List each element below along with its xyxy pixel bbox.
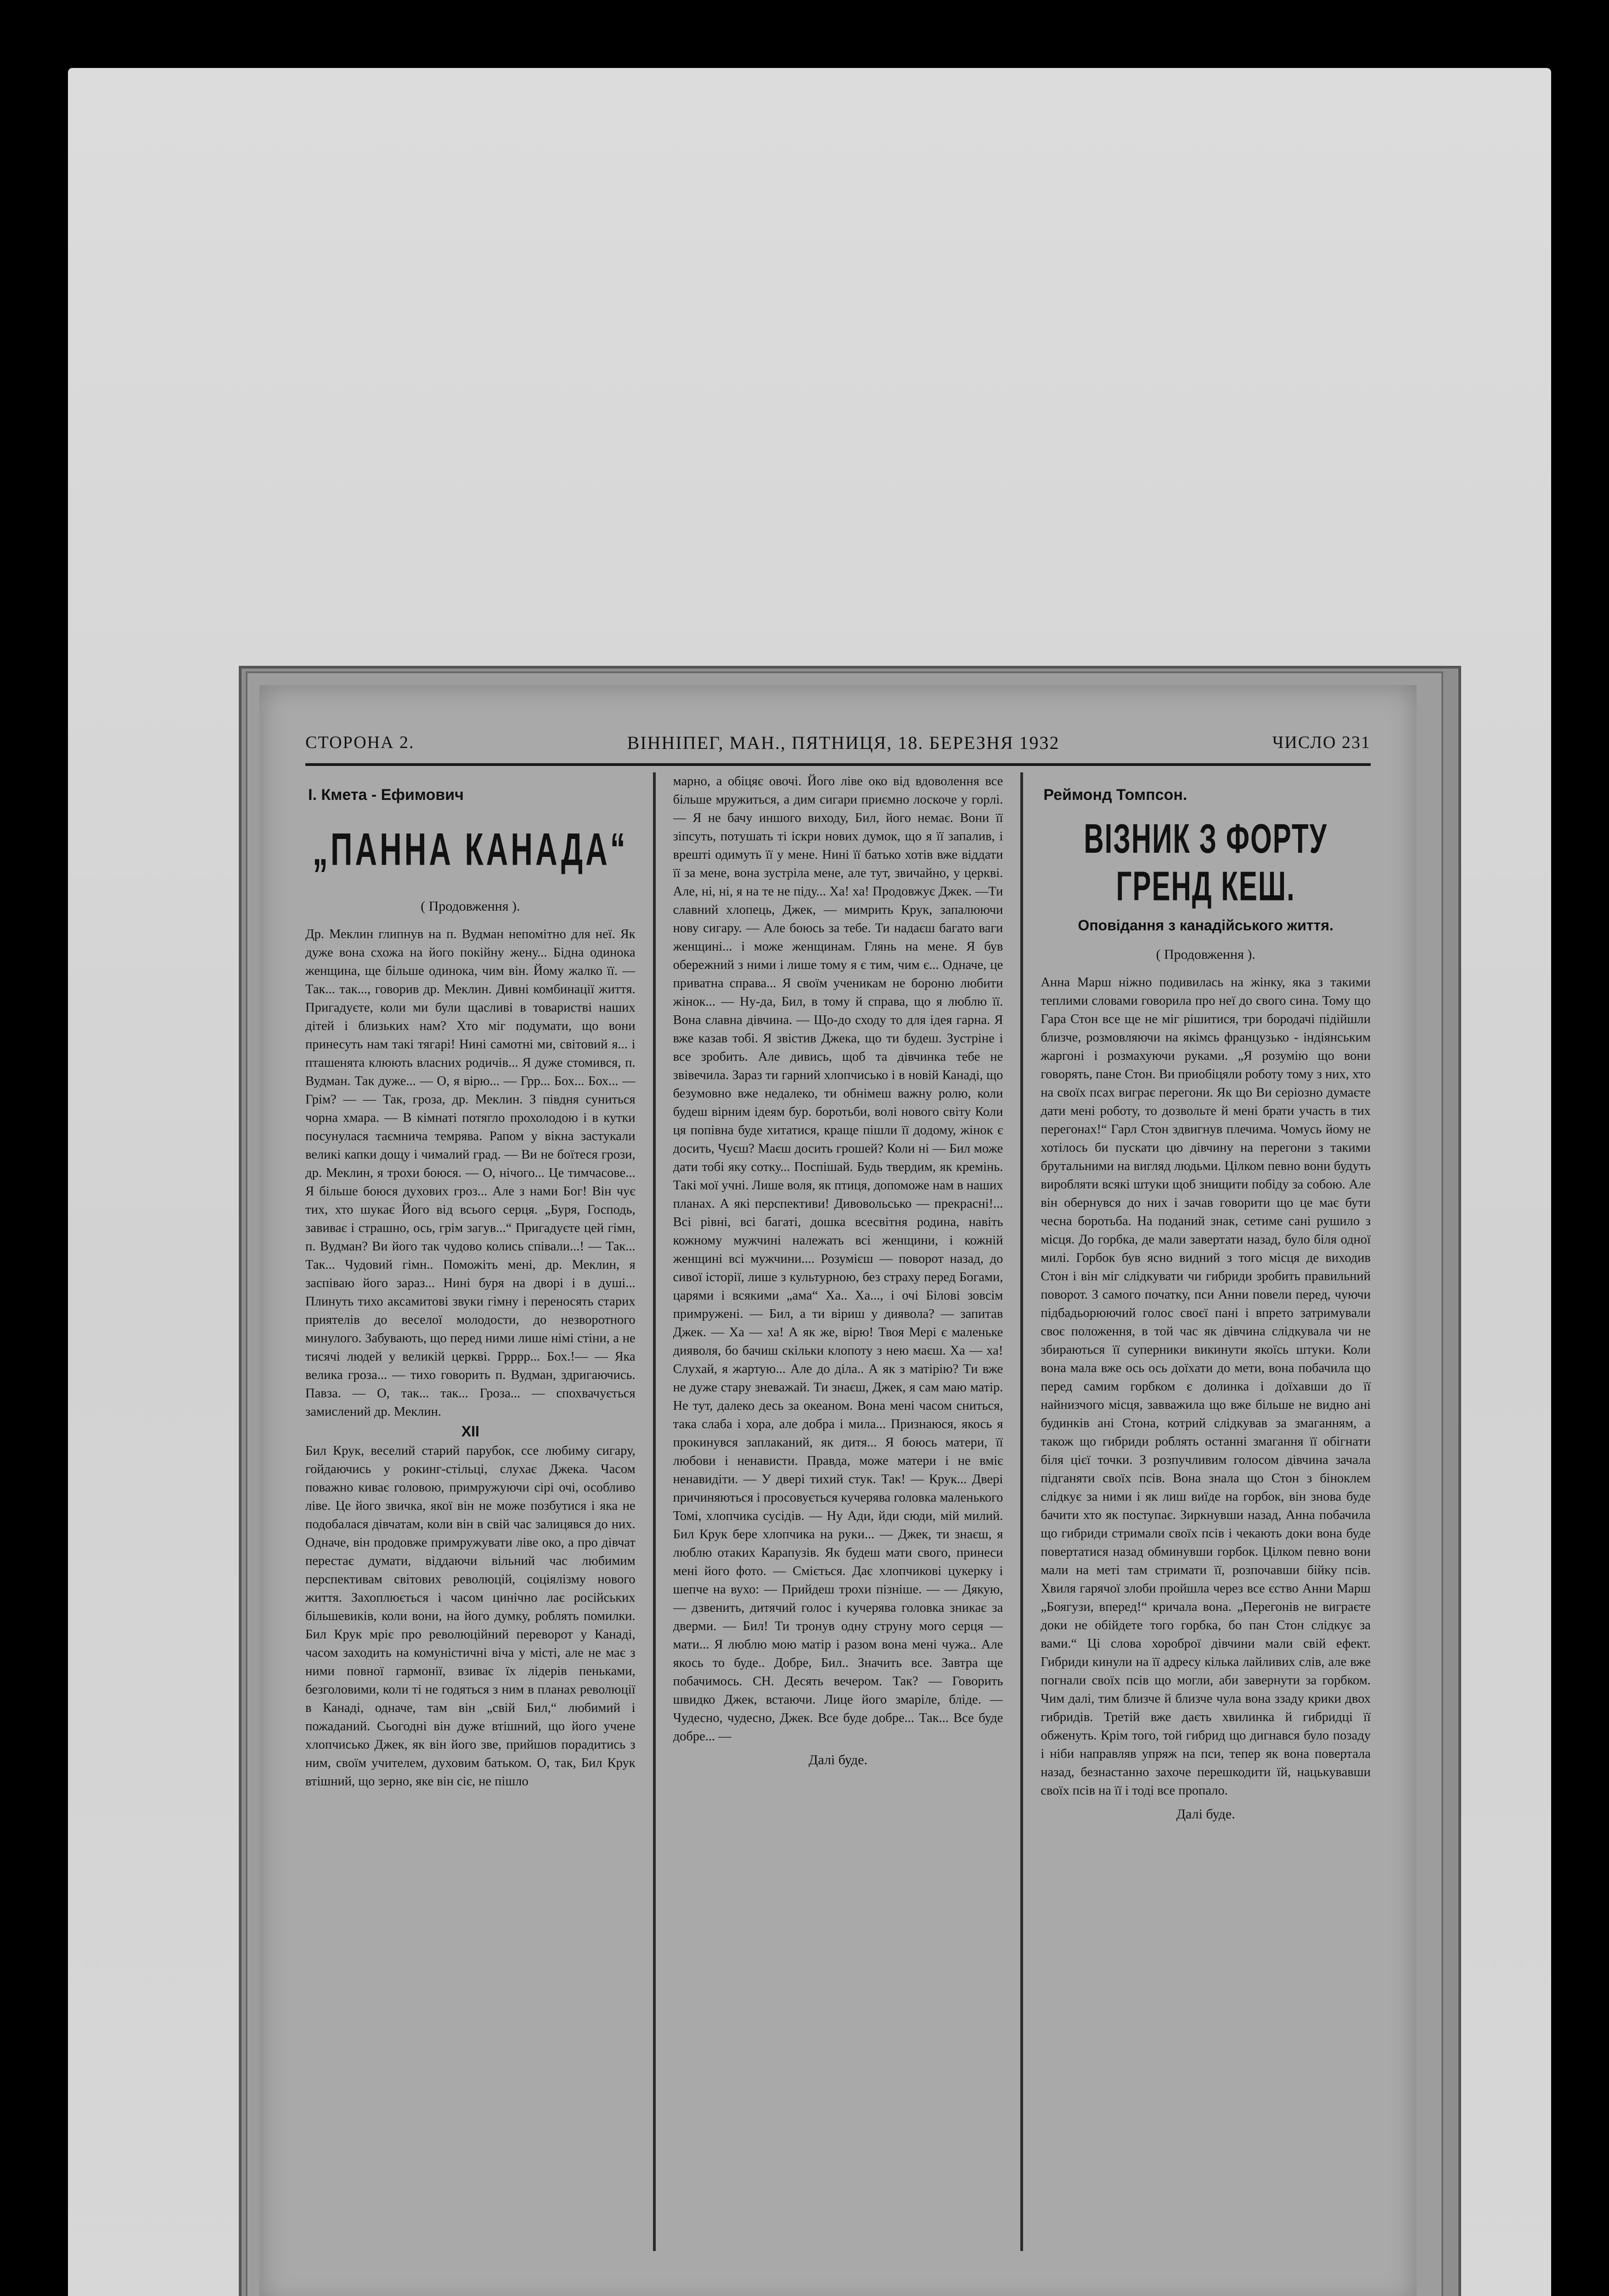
dateline: ВІННІПЕГ, МАН., ПЯТНИЦЯ, 18. БЕРЕЗНЯ 1932 <box>627 732 1060 753</box>
header-rule <box>305 763 1371 766</box>
story2-end: Далі буде. <box>1176 1806 1235 1822</box>
story1-end: Далі буде. <box>808 1752 868 1767</box>
article-columns <box>305 772 1371 2251</box>
story1-text-2: Бил Крук, веселий старий парубок, ссе любиму сигару, гойдаючись у рокинг-стільці, слухає Джека. Часом поважно киває головою, примружуючи сірі очі, особливо ліве. Це його звичка, якої він не може позбутися і яка не подобалася дівчатам, коли він в свій час залицявся до них. Одначе, він продовже примружувати ліве око, а про дівчат перестає думати, віддаючи вільний час любимим перспективам світових революцій, соціялізму нового життя. Захоплюється і часом цинічно лає російських більшевиків, коли вони, на його думку, роблять помилки. Бил Крук мріє про революційний переворот у Канаді, часом заходить на комуністичні віча у місті, але не має з ними повної гармонії, взиває їх лідерів пеньками, безголовими, коли ті не годяться з ним в планах революції в Канаді, одначе, там він „свій Бил,“ любимий і пожаданий. Сьогодні він дуже втішний, що його учене хлопчисько Джек, як він його зве, прийшов порадитись з ним, своїм учителем, духовим батьком. О, так, Бил Крук втішний, що зерно, яке він сіє, не пішло <box>305 1444 636 1789</box>
story2-continued: ( Продовження ). <box>1156 947 1255 962</box>
story2-title: ВІЗНИК З ФОРТУ ГРЕНД КЕШ. <box>1084 816 1328 909</box>
story1-continuation-text: марно, а обіцяє овочі. Його ліве око від вдоволення все більше мружиться, а дим сигари приємно лоскоче у горлі. — Я не бачу иншого виходу, Бил, його немає. Вони її зіпсуть, потушать ті іскри нових думок, що я її запалив, і врешті одимуть її у мене. Нині її батько хотів вже віддати її за мене, вона зустріла мене, але тут, звичайно, у церкві. Але, ні, ні, я на те не піду... Ха! ха! Продовжує Джек. —Ти славний хлопець, Джек, — мимрить Крук, запалюючи нову сигару. — Але боюсь за тебе. Ти надаєш багато ваги женщині... і може женщинам. Глянь на мене. Я був обережний з ними і лише тому я є тим, чим є... Одначе, це приватна справа... Я своїм ученикам не бороню любити жінок... — Ну-да, Бил, в тому й справа, що я люблю її. Вона славна дівчина. — Що-до сходу то для ідея гарна. Я вже казав тобі. Я звістив Джека, що ти будеш. Зустріне і все зробить. Але дивись, щоб та дівчинка тебе не звівечила. Зараз ти гарний хлопчисько і в новій Канаді, що безумовно вже недалеко, ти обнімеш важну ролю, коли будеш вірним ідеям бур. боротьби, волі нового світу Коли ця попівна буде хитатися, краще пішли її додому, жінок є досить, Чуєш? Маєш досить грошей? Коли ні — Бил може дати тобі яку сотку... Поспішай. Будь твердим, як кремінь. Такі мої учні. Лише воля, як птиця, допоможе нам в наших планах. А які перспективи! Дивовольсько — прекрасні!... Всі рівні, всі багаті, дошка всесвітня родина, навіть кожному мужчині належать всі женщини, і кожній женщині всі мужчини.... Розумієш — поворот назад, до сивої історії, лише з культурною, без страху перед Богами, царями і всякими „ама“ Ха.. Ха..., і очі Білові зовсім примружені. — Бил, а ти віриш у диявола? — запитав Джек. — Ха — ха! А як же, вірю! Твоя Мері є маленьке дияволя, бо бачиш скільки клопоту з нею маєш. Ха — ха! Слухай, я жартую... Але до діла.. А як з матірію? Ти вже не дуже стару зневажай. Ти знаєш, Джек, я сам маю матір. Не тут, далеко десь за океаном. Вона мені часом сниться, така слаба і хора, але добра і мила... Признаюся, якось я прокинувся заплаканий, як дитя... Я боюсь матери, її любови і ненависти. Правда, може матери і не вміє ненавидіти. — У двері тихий стук. Так! — Крук... Двері причиняються і просовується кучерява головка маленького Томі, хлопчика сусідів. — Ну Ади, йди сюди, мій милий. Бил Крук бере хлопчика на руки... — Джек, ти знаєш, я люблю отаких Карапузів. Як будеш мати свого, принеси мені його фото. — Сміється. Дає хлопчикові цукерку і шепче на вухо: — Прийдеш трохи пізніше. — — Дякую, — дзвенить, дитячий голос і кучерява головка зникає за дверми. — Бил! Ти тронув одну струну мого серця — мати... Я люблю мою матір і разом вона мені чужа.. Але якось то буде.. Добре, Бил.. Значить все. Завтра ще побачимось. СН. Десять вечером. Так? — Говорить швидко Джек, встаючи. Лице його змаріле, бліде. — Чудесно, чудесно, Джек. Все буде добре... Так... Все буде добре... — <box>673 774 1003 1744</box>
story2-author: Реймонд Томпсон. <box>1043 786 1187 804</box>
page-number: СТОРОНА 2. <box>305 733 415 752</box>
column-left <box>305 772 636 2251</box>
column-divider <box>1020 772 1023 2251</box>
story1-author: І. Кмета - Ефимович <box>308 786 464 804</box>
story1-text: Др. Меклин глипнув на п. Вудман непомітно для неї. Як дуже вона схожа на його покійну жену... Бідна одинока женщина, ще більше одинока, чим він. Йому жалко її. — Так... так..., говорив др. Меклин. Дивні комбинації життя. Пригадуєте, коли ми були щасливі в товаристві наших дітей і близьких нам? Хто міг подумати, що вони принесуть нам такі тягарі! Нині самотні ми, світовий я... і пташенята клюють власних родичів... Я дуже стомився, п. Вудман. Так дуже... — О, я вірю... — Грр... Бох... Бох... — Грім? — — Так, гроза, др. Меклин. З півдня суниться чорна хмара. — В кімнаті потягло прохолодою і в кутки посунулася таємнича темрява. Рапом у вікна застукали великі капки дощу і чималий град. — Ви не боїтеся грози, др. Меклин, я трохи боюся. — О, нічого... Це тимчасове... Я більше боюся духових гроз... Але з нами Бог! Він чує тих, хто шукає Його від всього серця. „Буря, Господь, завиває і страшно, ось, грім загув...“ Пригадуєте цей гімн, п. Вудман? Ви його так чудово колись співали...! — Так... Так... Чудовий гімн.. Поможіть мені, др. Меклин, я заспіваю його зараз... Нині буря на дворі і в душі... Плинуть тихо аксамитові звуки гімну і переносять старих приятелів до веселої молодости, до незворотного минулого. Забувають, що перед ними лише німі стіни, а не тисячі людей у великій церкві. Грррр... Бох.!— — Яка велика гроза... — тихо говорить п. Вудман, здригаючись. Павза. — О, так... так... Гроза... — спохвачується замислений др. Меклин. <box>305 927 636 1419</box>
story2-text: Анна Марш ніжно подивилась на жінку, яка з такими теплими словами говорила про неї до свого сина. Тому що Гара Стон все ще не міг рішитися, три бородачі підійшли близче, розмовляючи на якімсь французько - індіянським жаргоні і розмахуючи руками. „Я розумію що вони говорять, пане Стон. Ви приобіцяли роботу тому з них, хто на своїх псах виграє перегони. Як що Ви серіозно думаєте дати мені роботу, то дозвольте й мені брати участь в тих перегонах!“ Гарл Стон здвигнув плечима. Чомусь йому не хотілось би пускати цю дівчину на перегони з такими брутальними на вигляд людьми. Цілком певно вони будуть виробляти всякі штуки щоб знищити побіду за собою. Але він обернувся до них і зачав говорити що це має бути чесна боротьба. На поданий знак, сетиме сані рушило з місця. До горбка, де мали завертати назад, було біля одної милі. Горбок був ясно видний з того місця де виходив Стон і він міг слідкувати чи гибриди зробить правильний поворот. З самого початку, пси Анни повели перед, чуючи підбадьорюючий голос своєї пані і впрето затримували своє положення, в той час як дівчина слідкувала чи не збираються її суперники викинути якоїсь штуки. Коли вона мала вже ось ось доїхати до мети, вона побачила що перед самим горбком є долинка і доїхавши до її найнизчого місця, завважила що вже більше не видно ані будинків ані Стона, котрий слідкував за змаганням, а також що гибриди роблять останні змагання її обігнати біля цієї точки. З розпучливим голосом дівчина зачала підганяти своїх псів. Вона знала що Стон з біноклем слідкує за ними і як лиш виїде на горбок, він знова буде бачити хто як поступає. Зиркнувши назад, Анна побачила що гибриди стримали своїх псів і чекають доки вона буде повертатися назад обминувши горбок. Цілком певно вони мали на меті там стримати її, розпочавши бійку псів. Хвиля гарячої злоби пройшла через все єство Анни Марш „Боягузи, вперед!“ кричала вона. „Перегонів не виграєте доки не обійдете того горбка, бо пан Стон слідкує за вами.“ Ці слова хороброї дівчини мали свій ефект. Гибриди кинули на її адресу кілька лайливих слів, але вже погнали своїх псів що могли, аби завернути за горбком. Чим далі, тим близче й близче чула вона ззаду крики двох гибридів. Третій вже даєть хвилинка й гибридці її обженуть. Крім того, той гибрид що дигнався було позаду і ніби направляв упряж на пси, тепер як вона повертала назад, безнастанно захоче перешкодити їй, нацькувавши своїх псів на її і тоді все пропало. <box>1041 975 1371 1798</box>
story1-title: „ПАННА КАНАДА“ <box>312 823 628 875</box>
column-divider <box>653 772 656 2251</box>
column-right <box>1041 772 1371 2251</box>
story2-subtitle: Оповідання з канадійського життя. <box>1078 917 1333 934</box>
newspaper-page <box>259 685 1417 2296</box>
story1-continued: ( Продовження ). <box>421 899 520 914</box>
page-header <box>305 726 1371 759</box>
column-middle <box>673 772 1003 2251</box>
chapter-number: XII <box>461 1423 479 1440</box>
issue-number: ЧИСЛО 231 <box>1272 733 1371 752</box>
